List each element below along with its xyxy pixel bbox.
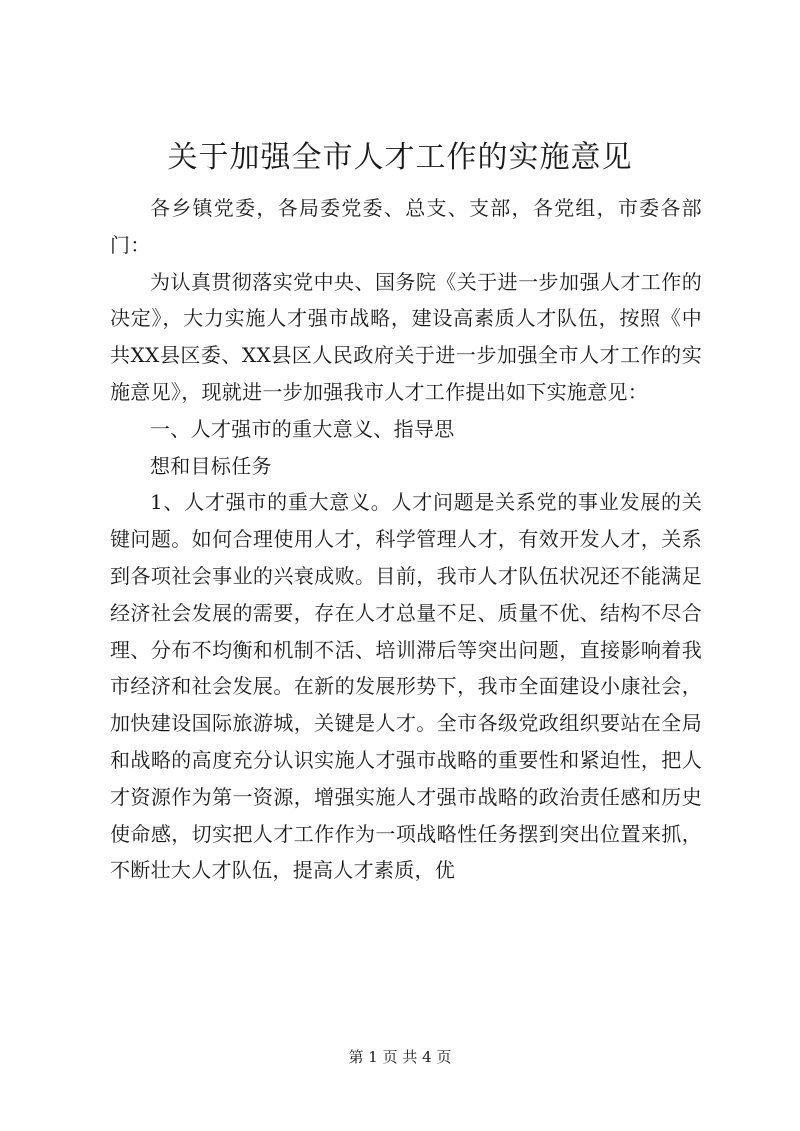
section-heading-line-1: 一、人才强市的重大意义、指导思 xyxy=(150,416,455,441)
document-title: 关于加强全市人才工作的实施意见 xyxy=(167,140,633,175)
document-body xyxy=(110,190,702,889)
section-heading-line-2: 想和目标任务 xyxy=(150,453,272,478)
page-footer: 第 1 页 共 4 页 xyxy=(348,1048,452,1066)
point-1-paragraph: 1、人才强市的重大意义。人才问题是关系党的事业发展的关键问题。如何合理使用人才，科学管理人才，有效开发人才，关系到各项社会事业的兴衰成败。目前，我市人才队伍状况还不能满足经济社会发展的需要，存在人才总量不足、质量不优、结构不尽合理、分布不均衡和机制不活、培训滞后等突出问题，直接影响着我市经济和社会发展。在新的发展形势下，我市全面建设小康社会，加快建设国际旅游城，关键是人才。全市各级党政组织要站在全局和战略的高度充分认识实施人才强市战略的重要性和紧迫性，把人才资源作为第一资源，增强实施人才强市战略的政治责任感和历史使命感，切实把人才工作作为一项战略性任务摆到突出位置来抓，不断壮大人才队伍，提高人才素质，优 xyxy=(110,490,702,883)
intro-paragraph: 为认真贯彻落实党中央、国务院《关于进一步加强人才工作的决定》，大力实施人才强市战略，建设高素质人才队伍，按照《中共XX县区委、XX县区人民政府关于进一步加强全市人才工作的实施意见》，现就进一步加强我市人才工作提出如下实施意见： xyxy=(110,269,702,404)
addressee-paragraph: 各乡镇党委，各局委党委、总支、支部，各党组，市委各部门： xyxy=(110,196,702,257)
